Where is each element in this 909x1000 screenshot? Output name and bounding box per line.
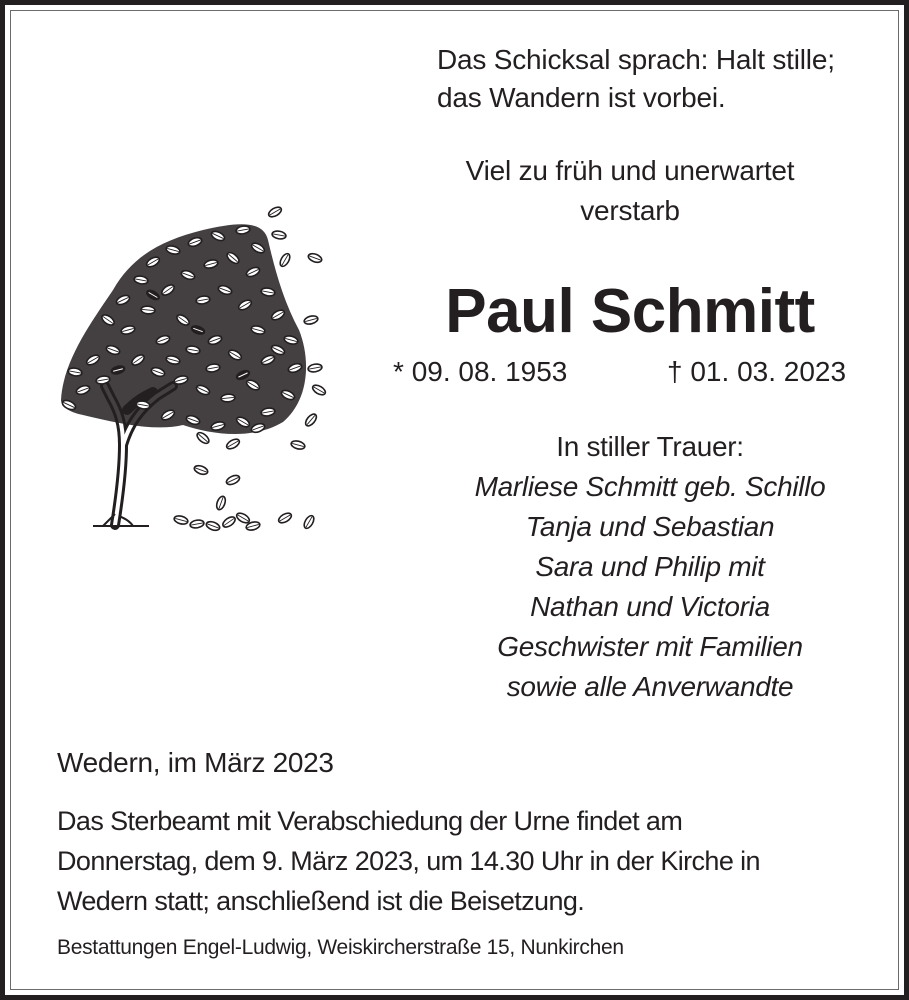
service-line: Wedern statt; anschließend ist die Beisetzung. <box>57 886 585 916</box>
mourner-name: sowie alle Anverwandte <box>506 671 794 702</box>
service-line: Das Sterbeamt mit Verabschiedung der Urne findet am <box>57 806 683 836</box>
windblown-tree-icon <box>53 200 333 535</box>
mourner-name: Marliese Schmitt geb. Schillo <box>474 471 826 502</box>
intro-line: Viel zu früh und unerwartet <box>465 155 795 186</box>
motto-quote <box>437 41 835 117</box>
birth-date-value: 09. 08. 1953 <box>411 356 568 387</box>
service-line: Donnerstag, dem 9. März 2023, um 14.30 Uhr in der Kirche in <box>57 846 760 876</box>
mourners-heading: In stiller Trauer: <box>556 431 744 462</box>
intro-line: verstarb <box>580 195 680 226</box>
motto-line: Das Schicksal sprach: Halt stille; <box>437 44 835 75</box>
motto-line: das Wandern ist vorbei. <box>437 82 726 113</box>
mourner-name: Geschwister mit Familien <box>497 631 803 662</box>
mourner-name: Tanja und Sebastian <box>525 511 775 542</box>
birth-date <box>393 353 567 391</box>
mourner-name: Sara und Philip mit <box>535 551 765 582</box>
death-date-value: 01. 03. 2023 <box>690 356 847 387</box>
mourner-name: Nathan und Victoria <box>530 591 770 622</box>
mourners-block <box>385 427 909 707</box>
place-date: Wedern, im März 2023 <box>57 747 334 778</box>
death-date <box>667 353 846 391</box>
birth-star-icon: * <box>393 356 404 387</box>
intro-text <box>385 151 875 231</box>
death-cross-icon: † <box>667 356 683 387</box>
deceased-name: Paul Schmitt <box>445 277 815 346</box>
undertaker-info: Bestattungen Engel-Ludwig, Weiskircherstraße 15, Nunkirchen <box>57 936 624 959</box>
service-details <box>57 801 760 921</box>
